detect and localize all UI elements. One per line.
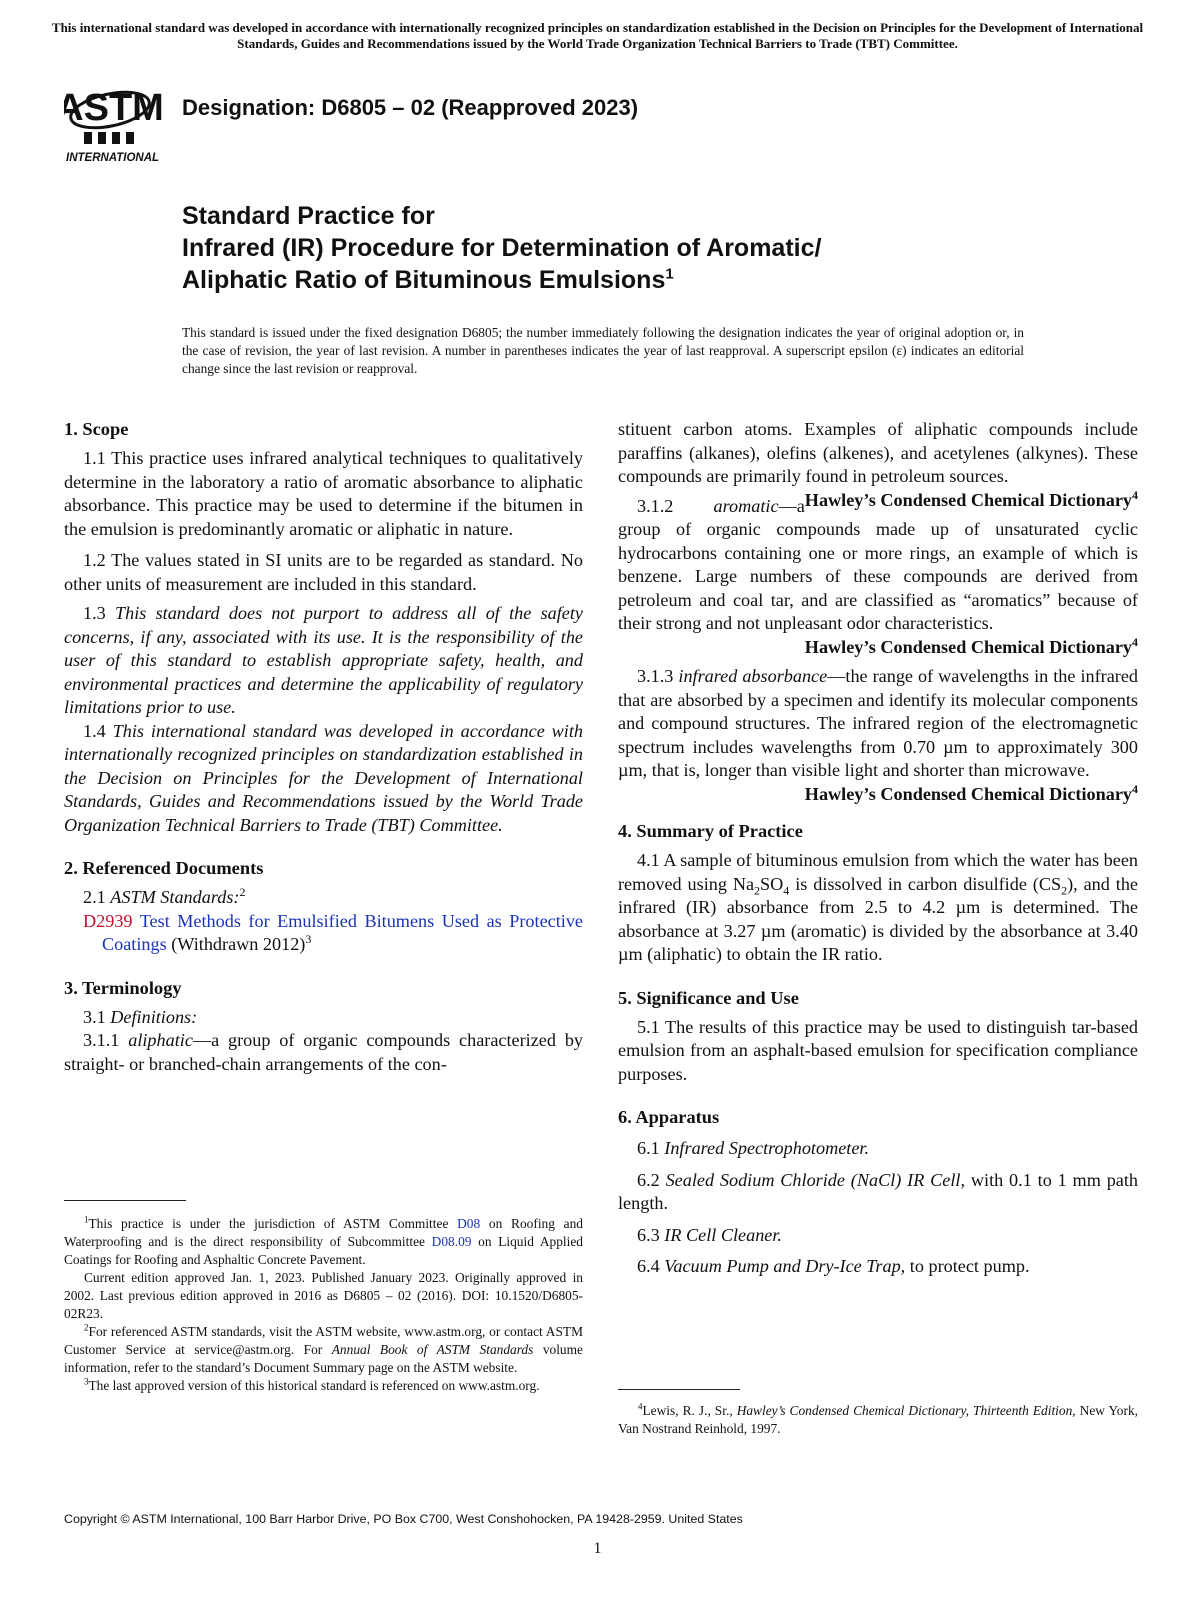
subcommittee-d08-09-link[interactable]: D08.09 [431, 1234, 472, 1249]
astm-logo-icon [64, 70, 172, 166]
para-5-1: 5.1 The results of this practice may be used to distinguish tar-based emulsion from an asphalt-based emulsion for specification compliance purposes. [618, 1016, 1138, 1084]
svg-text:ASTM: ASTM [64, 87, 164, 129]
para-3-1-2: 3.1.2 aromatic—a group of organic compounds made up of unsaturated cyclic hydrocarbons containing one or more rings, an example of which is benzene. Large numbers of these compounds are derived from petroleum and coal tar, and are classified as “aromatics” because of their strong and not unpleasant odor characteristics. [618, 495, 1138, 633]
astm-logo [64, 70, 172, 166]
source-hawley-1: Hawley’s Condensed Chemical Dictionary$^4$ [804, 487, 1138, 510]
para-1-4: 1.4 This international standard was developed in accordance with internationally recognized principles on standardization established in the Decision on Principles for the Development of International Standards, Guides and Recommendations issued by the World Trade Organization Technical Barriers to Trade (TBT) Committee. [64, 720, 584, 835]
footnote-1: $^1$This practice is under the jurisdiction of ASTM Committee D08 on Roofing and Waterproofing and is the direct responsibility of Subcommittee D08.09 on Liquid Applied Coatings for Roofing and Asphaltic Concrete Pavement. [64, 1214, 583, 1267]
section-3-heading: 3. Terminology [64, 977, 182, 998]
para-3-1-1-start: 3.1.1 aliphatic—a group of organic compounds characterized by straight- or branched-chain arrangements of the con- [64, 1030, 584, 1074]
document-title [182, 200, 1082, 296]
source-hawley-2: Hawley’s Condensed Chemical Dictionary$^4$ [804, 634, 1138, 657]
ref-d2939-title-link[interactable]: Test Methods for Emulsified Bitumens Used as Protective Coatings [102, 910, 584, 954]
section-1-heading: 1. Scope [64, 419, 129, 439]
para-4-1: 4.1 A sample of bituminous emulsion from which the water has been removed using $Na_2SO_4$ is dissolved in carbon disulfide $(CS_2)$, and the infrared (IR) absorbance from 2.5 to 4.2 µm is determined. The absorbance at 3.27 µm (aromatic) is divided by the absorbance at 3.40 µm (aliphatic) to obtain the IR ratio. [618, 850, 1138, 964]
section-4-heading: 4. Summary of Practice [618, 821, 803, 841]
footnote-2: $^2$For referenced ASTM standards, visit the ASTM website, www.astm.org, or contact ASTM Customer Service at service@astm.org. For Annual Book of ASTM Standards volume information, refer to the standard’s Document Summary page on the ASTM website. [64, 1322, 583, 1375]
footnote-3: $^3$The last approved version of this historical standard is referenced on www.astm.org. [84, 1376, 540, 1393]
ref-d2939-link[interactable]: D2939 [83, 910, 133, 931]
para-3-1-3: 3.1.3 infrared absorbance—the range of wavelengths in the infrared that are absorbed by a specimen and identify its molecular components and compound structures. The infrared region of the electromagnetic spectrum includes wavelengths from 0.70 µm to approximately 300 µm, that is, longer than visible light and shorter than microwave. [618, 666, 1139, 780]
title-line-3: Aliphatic Ratio of Bituminous Emulsions [182, 266, 666, 294]
committee-d08-link[interactable]: D08 [457, 1216, 481, 1231]
section-5-heading: 5. Significance and Use [618, 987, 799, 1008]
para-6-1: 6.1 Infrared Spectrophotometer. [637, 1138, 870, 1158]
section-2-heading: 2. Referenced Documents [64, 858, 264, 878]
footnote-rule-left [64, 1200, 186, 1201]
para-2-1: 2.1 ASTM Standards:$^2$ [83, 884, 246, 907]
footnote-4: $^4$Lewis, R. J., Sr., Hawley’s Condensed Chemical Dictionary, Thirteenth Edition, New York, Van Nostrand Reinhold, 1997. [618, 1401, 1138, 1436]
para-6-4: 6.4 Vacuum Pump and Dry-Ice Trap, to protect pump. [637, 1256, 1030, 1276]
para-1-1: 1.1 This practice uses infrared analytical techniques to qualitatively determine in the laboratory a ratio of aromatic absorbance to aliphatic absorbance. This practice may be used to determine if the bitumen in the emulsion is predominantly aromatic or aliphatic in nature. [64, 448, 583, 539]
designation: Designation: D6805 – 02 (Reapproved 2023) [182, 95, 639, 120]
title-line-2: Infrared (IR) Procedure for Determination of Aromatic/ [182, 234, 822, 262]
copyright: Copyright © ASTM International, 100 Barr Harbor Drive, PO Box C700, West Conshohocken, PA 19428-2959. United States [64, 1512, 743, 1526]
reference-d2939: D2939 Test Methods for Emulsified Bitumens Used as Protective Coatings (Withdrawn 2012)$^3$ [83, 910, 584, 954]
title-line-1: Standard Practice for [182, 202, 435, 230]
footnote-1-edition: Current edition approved Jan. 1, 2023. Published January 2023. Originally approved in 2002. Last previous edition approved in 2016 as D6805 – 02 (2016). DOI: 10.1520/D6805-02R23. [64, 1270, 583, 1321]
page-number: 1 [593, 1540, 602, 1557]
para-6-3: 6.3 IR Cell Cleaner. [637, 1224, 782, 1245]
title-footnote-mark: 1 [665, 265, 674, 283]
footnotes-left [64, 1215, 583, 1395]
para-1-2: 1.2 The values stated in SI units are to be regarded as standard. No other units of measurement are included in this standard. [64, 550, 583, 594]
footnote-rule-right [618, 1389, 740, 1390]
para-6-2: 6.2 Sealed Sodium Chloride (NaCl) IR Cell, with 0.1 to 1 mm path length. [618, 1169, 1139, 1213]
para-3-1-1-end: stituent carbon atoms. Examples of aliphatic compounds include paraffins (alkanes), olefins (alkenes), and acetylenes (alkynes). These compounds are primarily found in petroleum sources. Hawley’s Condensed Chemical Dictionary$^4$ [618, 418, 1138, 489]
left-column [64, 418, 583, 1076]
section-6-heading: 6. Apparatus [618, 1107, 720, 1127]
right-column [618, 418, 1138, 1279]
top-notice: This international standard was developed in accordance with internationally recognized principles on standardization established in the Decision on Principles for the Development of International Standards, Guides and Recommendations issued by the World Trade Organization Technical Barriers to Trade (TBT) Committee. [51, 20, 1144, 51]
source-hawley-3: Hawley’s Condensed Chemical Dictionary$^4$ [804, 781, 1138, 804]
issue-note: This standard is issued under the fixed designation D6805; the number immediately following the designation indicates the year of original adoption or, in the case of revision, the year of last revision. A number in parentheses indicates the year of last reapproval. A superscript epsilon (ε) indicates an editorial change since the last revision or reapproval. [182, 325, 1024, 376]
para-3-1: 3.1 Definitions: [83, 1006, 198, 1027]
para-1-3: 1.3 This standard does not purport to address all of the safety concerns, if any, associated with its use. It is the responsibility of the user of this standard to establish appropriate safety, health, and environmental practices and determine the applicability of regulatory limitations prior to use. [64, 603, 583, 717]
footnotes-right [618, 1402, 1138, 1438]
logo-text: INTERNATIONAL [66, 152, 160, 164]
